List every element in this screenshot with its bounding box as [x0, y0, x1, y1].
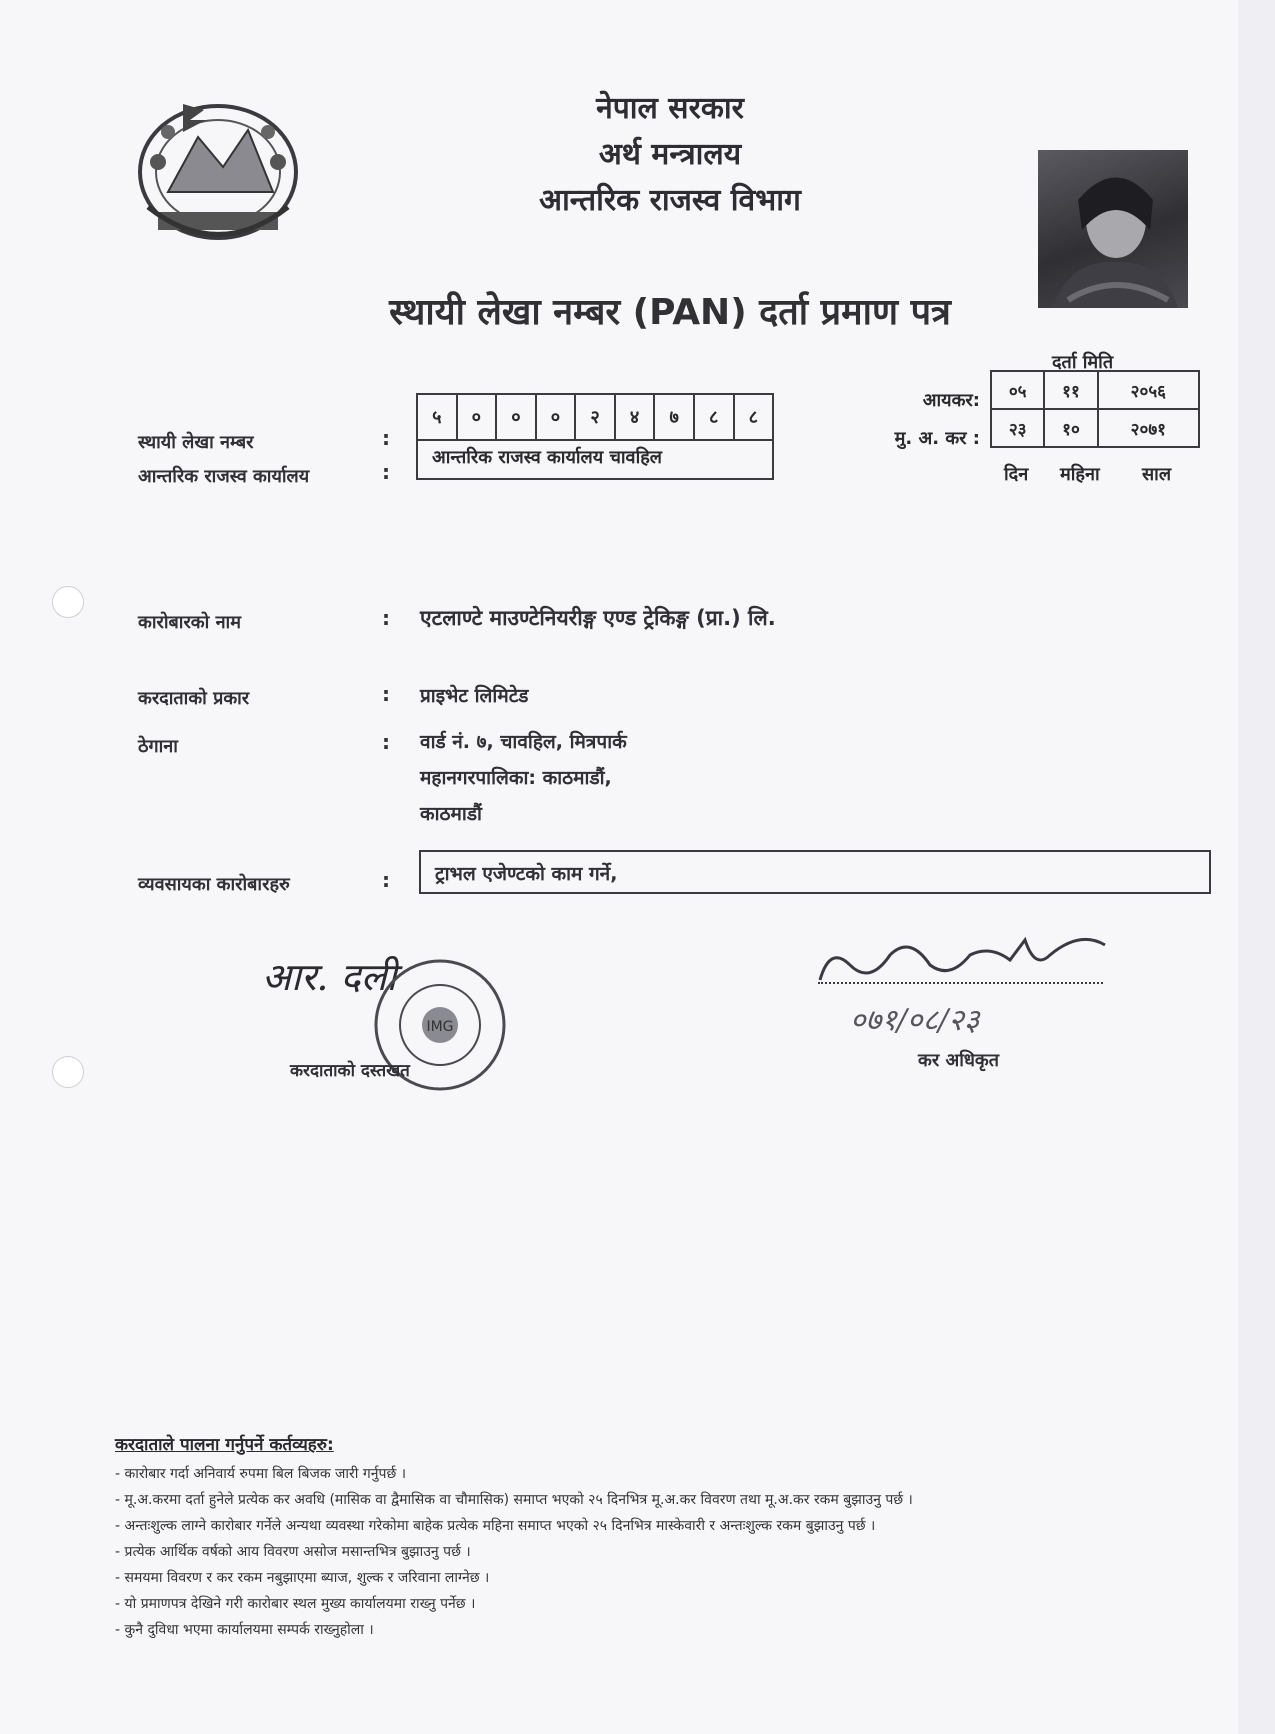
- ird-office-value: आन्तरिक राजस्व कार्यालय चावहिल: [432, 447, 662, 468]
- tax-officer-signature-icon: [810, 925, 1110, 995]
- business-activities-value: ट्राभल एजेण्टको काम गर्ने,: [435, 863, 618, 885]
- person-photo-icon: [1038, 150, 1188, 308]
- page-edge: [1238, 0, 1275, 1734]
- date-year: २०५६: [1098, 371, 1199, 409]
- pan-digit: ७: [655, 395, 695, 439]
- signature-date: ०७१/०८/२३: [850, 1003, 980, 1038]
- vat-date-row: [991, 409, 1199, 447]
- pan-label: स्थायी लेखा नम्बर: [138, 432, 254, 453]
- date-footer-month: महिना: [1060, 464, 1100, 485]
- colon: :: [382, 730, 390, 754]
- pan-digits: [418, 395, 772, 441]
- taxpayer-signature-caption: करदाताको दस्तखत: [290, 1061, 410, 1081]
- address-line2: महानगरपालिका: काठमाडौं,: [420, 767, 612, 789]
- duty-item: - प्रत्येक आर्थिक वर्षको आय विवरण असोज मसान्तभित्र बुझाउनु पर्छ ।: [115, 1544, 471, 1560]
- pan-digit: ०: [458, 395, 498, 439]
- duty-item: - कारोबार गर्दा अनिवार्य रुपमा बिल बिजक जारी गर्नुपर्छ ।: [115, 1466, 407, 1482]
- ministry-name: अर्थ मन्त्रालय: [598, 137, 742, 172]
- business-name-value: एटलाण्टे माउण्टेनियरीङ्ग एण्ड ट्रेकिङ्ग (प्रा.) लि.: [420, 606, 776, 630]
- punch-hole: [52, 1056, 84, 1088]
- punch-hole: [52, 586, 84, 618]
- income-tax-label: आयकर:: [922, 390, 980, 411]
- colon: :: [382, 606, 390, 630]
- date-month: ११: [1044, 371, 1097, 409]
- registration-date-heading: दर्ता मिति: [1052, 352, 1114, 373]
- pan-digit: ८: [695, 395, 735, 439]
- date-footer-day: दिन: [1004, 464, 1029, 485]
- pan-digit: ०: [497, 395, 537, 439]
- business-activities-label: व्यवसायका कारोबारहरु: [138, 874, 290, 895]
- colon: :: [382, 868, 390, 892]
- address-label: ठेगाना: [138, 736, 178, 757]
- pan-digit: ४: [616, 395, 656, 439]
- taxpayer-photo: [1038, 150, 1188, 308]
- registration-date-table: [990, 370, 1200, 448]
- taxpayer-type-label: करदाताको प्रकार: [138, 688, 250, 709]
- vat-label: मु. अ. कर :: [894, 428, 980, 449]
- pan-digit: ०: [537, 395, 577, 439]
- address-line1: वार्ड नं. ७, चावहिल, मित्रपार्क: [420, 731, 627, 753]
- taxpayer-handwritten-signature: आर. दली: [262, 955, 397, 999]
- pan-box: [416, 393, 774, 480]
- colon: :: [382, 426, 390, 450]
- date-footer-year: साल: [1142, 464, 1172, 485]
- taxpayer-type-value: प्राइभेट लिमिटेड: [420, 685, 529, 707]
- duty-item: - मू.अ.करमा दर्ता हुनेले प्रत्येक कर अवधि (मासिक वा द्वैमासिक वा चौमासिक) समाप्त भएको २५ दिनभित्र मू.अ.कर विवरण तथा मू.अ.कर रकम बुझाउनु पर्छ ।: [115, 1492, 913, 1508]
- department-name: आन्तरिक राजस्व विभाग: [539, 183, 801, 218]
- duties-heading: करदाताले पालना गर्नुपर्ने कर्तव्यहरु:: [115, 1435, 334, 1455]
- pan-digit: ८: [748, 407, 758, 428]
- tax-officer-caption: कर अधिकृत: [918, 1050, 1000, 1071]
- business-activities-box: [419, 850, 1211, 894]
- ird-office-label: आन्तरिक राजस्व कार्यालय: [138, 466, 310, 487]
- nepal-emblem-icon: [128, 92, 308, 262]
- income-tax-date-row: [991, 371, 1199, 409]
- pan-digit: ५: [418, 395, 458, 439]
- certificate-title: स्थायी लेखा नम्बर (PAN) दर्ता प्रमाण पत्र: [389, 292, 951, 333]
- colon: :: [382, 460, 390, 484]
- duty-item: - कुनै दुविधा भएमा कार्यालयमा सम्पर्क राख्नुहोला ।: [115, 1622, 374, 1638]
- date-month: १०: [1044, 409, 1097, 447]
- svg-text:IMG: IMG: [426, 1019, 454, 1035]
- date-year: २०७१: [1098, 409, 1199, 447]
- duty-item: - अन्तःशुल्क लाग्ने कारोबार गर्नेले अन्यथा व्यवस्था गरेकोमा बाहेक प्रत्येक महिना समाप्त भएको २५ दिनभित्र मास्केवारी र अन्तःशुल्क रकम बुझाउनु पर्छ ।: [115, 1518, 876, 1534]
- address-line3: काठमाडौं: [420, 803, 482, 825]
- government-name: नेपाल सरकार: [596, 91, 744, 126]
- business-name-label: कारोबारको नाम: [138, 612, 241, 633]
- pan-digit: २: [576, 395, 616, 439]
- date-day: २३: [991, 409, 1044, 447]
- duty-item: - यो प्रमाणपत्र देखिने गरी कारोबार स्थल मुख्य कार्यालयमा राख्नु पर्नेछ ।: [115, 1596, 476, 1612]
- date-day: ०५: [991, 371, 1044, 409]
- signature-line: [818, 982, 1103, 984]
- duty-item: - समयमा विवरण र कर रकम नबुझाएमा ब्याज, शुल्क र जरिवाना लाग्नेछ ।: [115, 1570, 490, 1586]
- colon: :: [382, 682, 390, 706]
